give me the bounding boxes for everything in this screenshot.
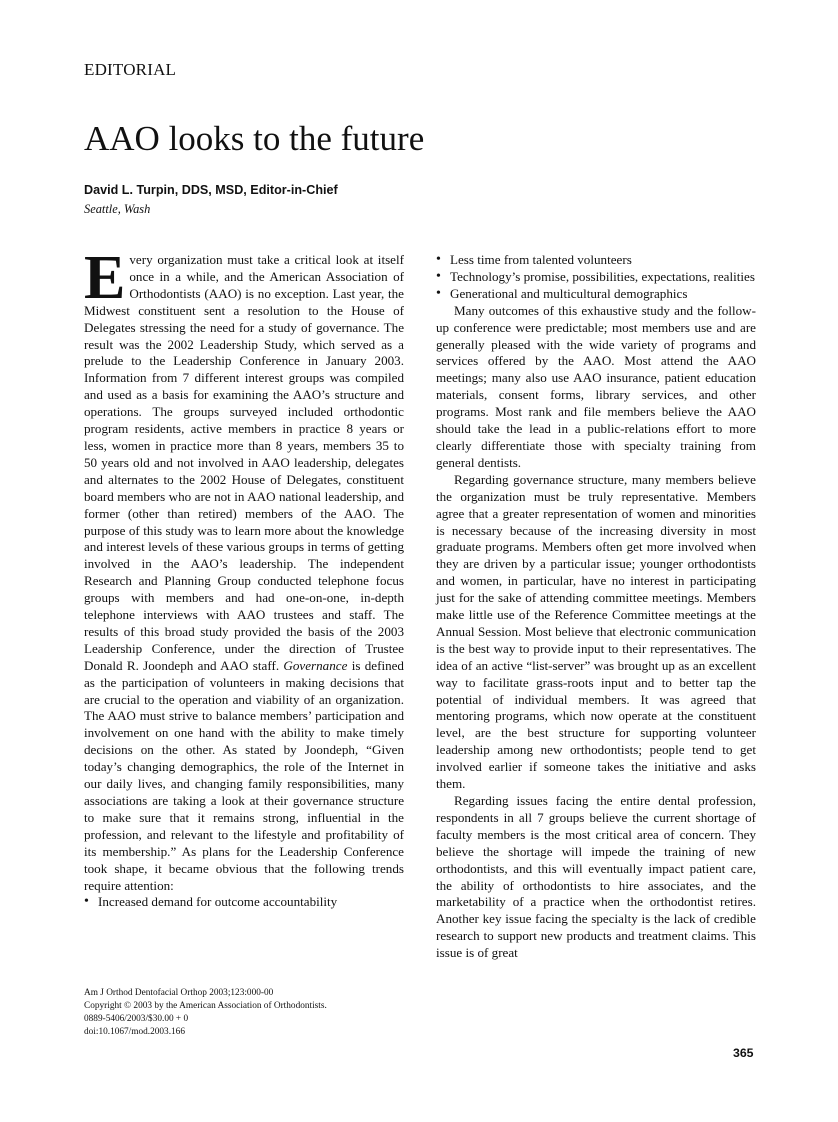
article-title: AAO looks to the future — [84, 119, 425, 158]
bullet-item: • Less time from talented volunteers — [436, 252, 756, 269]
copyright-notice: Copyright © 2003 by the American Association of Orthodontists. — [84, 1001, 327, 1011]
bullet-item: • Increased demand for outcome accountability — [84, 894, 404, 911]
opening-paragraph — [84, 244, 404, 894]
footer-citation — [84, 987, 414, 1039]
paragraph-dental-issues: Regarding issues facing the entire dental profession, respondents in all 7 groups believe the current shortage of faculty members is the most critical area of concern. They believe the shortage will impede the training of new orthodontists, and this will eventually impact patient care, the ability of orthodontists to hire associates, and the marketability of a practice when the orthodontist retires. Another key issue facing the specialty is the lack of credible research to support new products and treatment claims. This issue is of great — [436, 793, 756, 961]
doi: doi:10.1067/mod.2003.166 — [84, 1027, 185, 1037]
bullet-item: • Technology’s promise, possibilities, expectations, realities — [436, 269, 756, 286]
bullet-item: • Generational and multicultural demographics — [436, 286, 756, 303]
drop-cap: E — [84, 244, 126, 312]
right-column — [436, 252, 756, 962]
author-byline: David L. Turpin, DDS, MSD, Editor-in-Chief — [84, 183, 338, 197]
paragraph-text-continued: is defined as the participation of volunteers in making decisions that are crucial to the operation and viability of an organization. The AAO must strive to balance members’ participation and involvement on one hand with the ability to make timely decisions on the other. As stated by Joondeph, “Given today’s changing demographics, the role of the Internet in our daily lives, and changing family responsibilities, many associations are taking a look at their governance structure to make sure that it remains strong, influential in the profession, and relevant to the lifestyle and profitability of its membership.” As plans for the Leadership Conference took shape, it became obvious that the following trends require attention: — [84, 657, 404, 893]
paragraph-governance-structure: Regarding governance structure, many members believe the organization must be truly representative. Members agree that a greater representation of women and minorities is necessary because of the increasing diversity in most graduate programs. Members often get more involved when they are driven by a particular issue; younger orthodontists and women, in particular, have no interest in participating just for the sake of attending committee meetings. Members make little use of the Reference Committee meetings at the Annual Session. Most believe that electronic communication is the best way to provide input to their representatives. The idea of an active “list-server” was brought up as an excellent way to facilitate grass-roots input and to better tap the potential of individual members. It was agreed that mentoring programs, which now operate at the constituent level, are the best structure for supporting volunteer leadership among new orthodontists; people tend to get involved earlier if someone takes the initiative and asks them. — [436, 471, 756, 792]
paragraph-outcomes: Many outcomes of this exhaustive study and the follow-up conference were predictable; most members use and are generally pleased with the wide variety of programs and services offered by the AAO. Most attend the AAO meetings; many also use AAO insurance, patient education materials, consent forms, library services, and other programs. Most rank and file members believe the AAO should take the lead in a public-relations effort to more clearly differentiate those with specialty training from general dentists. — [436, 302, 756, 470]
trends-list-right — [436, 252, 756, 303]
left-column — [84, 244, 404, 911]
paragraph-text: very organization must take a critical look at itself once in a while, and the American Association of Orthodontists (AAO) is no exception. Last year, the Midwest constituent sent a resolution to the House of Delegates stressing the need for a study of governance. The result was the 2002 Leadership Study, which served as a prelude to the Leadership Conference in January 2003. Information from 7 different interest groups was compiled and used as a basis for examining the AAO’s structure and operations. The groups surveyed included orthodontic program residents, active members in practice 8 years or less, women in practice more than 8 years, members 35 to 50 years old and not involved in AAO leadership, delegates and alternates to the 2002 House of Delegates, constituent board members who are not in AAO national leadership, and former (other than retired) members of the AAO. The purpose of this study was to learn more about the knowledge and interest levels of these various groups in terms of getting involved in the AAO’s leadership. The independent Research and Planning Group conducted telephone focus groups with members and had one-on-one, in-depth telephone interviews with AAO trustees and staff. The results of this broad study provided the basis of the 2003 Leadership Conference, under the direction of Trustee Donald R. Joondeph and AAO staff. — [84, 252, 404, 673]
section-label: EDITORIAL — [84, 60, 177, 79]
trends-list-left — [84, 894, 404, 911]
issn-price: 0889-5406/2003/$30.00 + 0 — [84, 1014, 189, 1024]
italic-term-governance: Governance — [283, 657, 348, 673]
journal-citation: Am J Orthod Dentofacial Orthop 2003;123:000-00 — [84, 988, 274, 998]
page-number: 365 — [733, 1046, 754, 1060]
author-affiliation: Seattle, Wash — [84, 202, 151, 216]
